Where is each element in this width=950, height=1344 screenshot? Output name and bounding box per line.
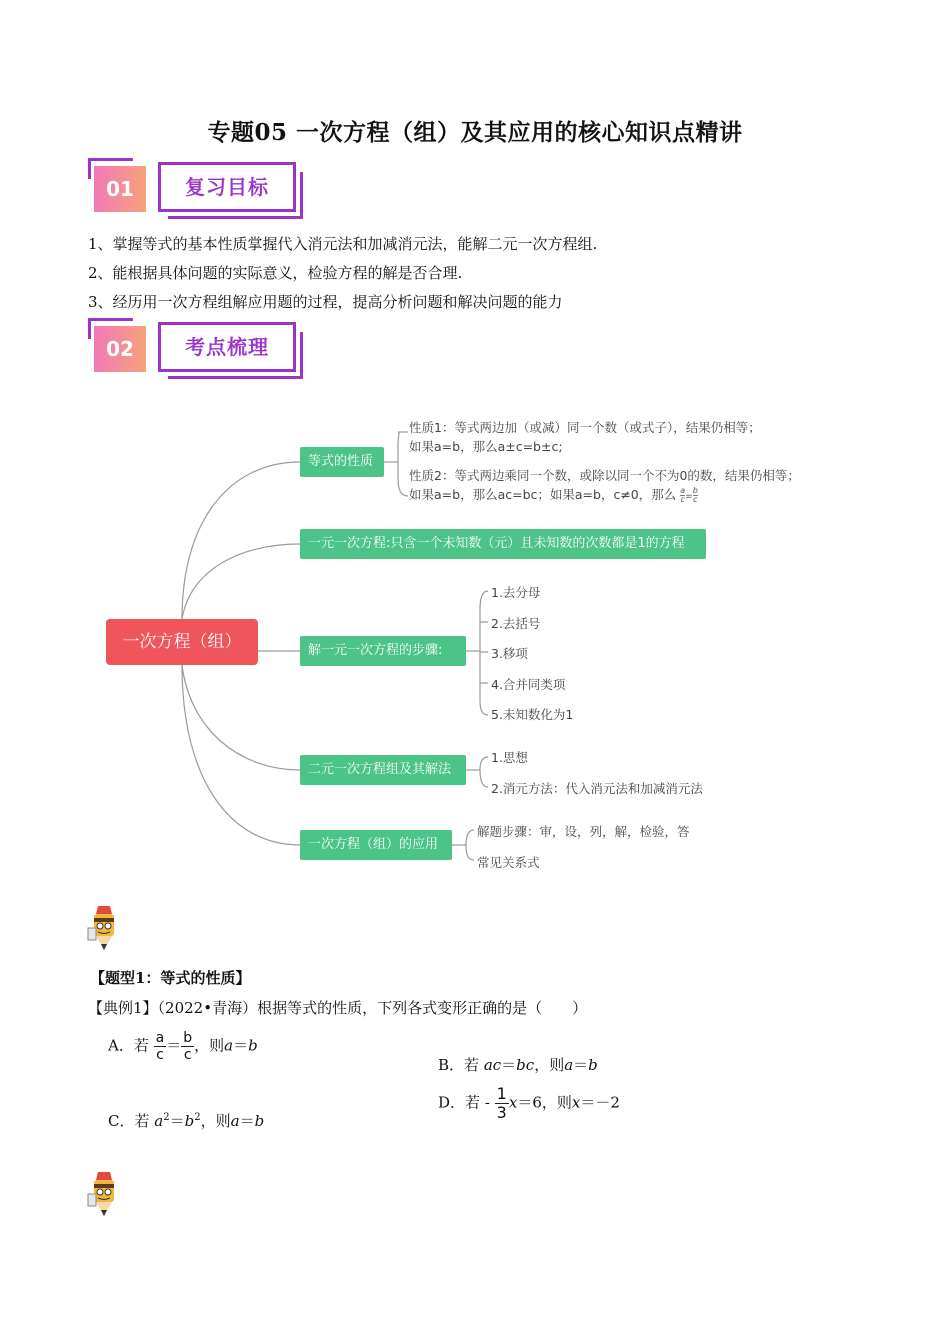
- option-c[interactable]: C．若 $a^2=b^2$，则a＝b: [108, 1112, 265, 1130]
- leaf-property-1-example: 如果a=b，那么a±c=b±c;: [409, 439, 563, 454]
- branch-solving-steps: 解一元一次方程的步骤:: [300, 636, 466, 666]
- question-type-heading: 【题型1：等式的性质】: [90, 969, 251, 987]
- leaf-property-2-example: 如果a=b，那么ac=bc；如果a=b，c≠0，那么 $\frac{a}{c}$ = $\frac{b}{c}$: [409, 486, 698, 504]
- leaf-step-4: 4.合并同类项: [491, 677, 566, 692]
- branch-equality-properties: 等式的性质: [300, 447, 384, 477]
- fraction-b-over-c: $\frac{b}{c}$: [183, 1030, 193, 1063]
- pencil-mascot-icon: [84, 904, 124, 952]
- goal-item-3: 3、经历用一次方程组解应用题的过程，提高分析问题和解决问题的能力: [88, 293, 563, 311]
- branch-applications: 一次方程（组）的应用: [300, 830, 452, 860]
- goal-item-2: 2、能根据具体问题的实际意义，检验方程的解是否合理.: [88, 264, 463, 282]
- page-title: 专题05 一次方程（组）及其应用的核心知识点精讲: [207, 119, 743, 146]
- leaf-common-relations: 常见关系式: [477, 855, 540, 870]
- option-b[interactable]: B．若 ac＝bc，则a＝b: [438, 1056, 598, 1074]
- example-question: 【典例1】（2022•青海）根据等式的性质，下列各式变形正确的是（ ）: [88, 999, 588, 1017]
- branch-linear-equation-definition: 一元一次方程:只含一个未知数（元）且未知数的次数都是1的方程: [300, 529, 706, 559]
- leaf-idea: 1.思想: [491, 750, 528, 765]
- leaf-step-3: 3.移项: [491, 646, 528, 661]
- fraction-a-over-c: $\frac{a}{c}$: [155, 1030, 165, 1063]
- section-label: 考点梳理: [158, 322, 296, 372]
- leaf-step-5: 5.未知数化为1: [491, 707, 574, 722]
- leaf-step-2: 2.去括号: [491, 616, 541, 631]
- section-number: 02: [94, 326, 146, 372]
- option-a[interactable]: A．若 $\frac{a}{c}$ ＝ $\frac{b}{c}$ ，则a＝b: [108, 1030, 258, 1063]
- section-label: 复习目标: [158, 162, 296, 212]
- leaf-elimination-methods: 2.消元方法：代入消元法和加减消元法: [491, 781, 703, 796]
- leaf-text: 如果a=b，那么ac=bc；如果a=b，c≠0，那么: [409, 487, 677, 502]
- leaf-property-1: 性质1：等式两边加（或减）同一个数（或式子），结果仍相等；: [409, 420, 761, 435]
- fraction-a-over-c: $\frac{a}{c}$: [680, 486, 686, 504]
- fraction-one-third: $\frac{1}{3}$: [496, 1084, 507, 1122]
- leaf-step-1: 1.去分母: [491, 585, 541, 600]
- section-number: 01: [94, 166, 146, 212]
- option-d[interactable]: D．若 - $\frac{1}{3}$ x＝6，则x＝－2: [438, 1084, 620, 1122]
- leaf-solving-process: 解题步骤：审，设，列，解，检验，答: [477, 824, 690, 839]
- branch-binary-system: 二元一次方程组及其解法: [300, 755, 466, 785]
- mindmap-root: 一次方程（组）: [106, 619, 258, 665]
- fraction-b-over-c: $\frac{b}{c}$: [692, 486, 698, 504]
- pencil-mascot-icon: [84, 1170, 124, 1218]
- goal-item-1: 1、掌握等式的基本性质掌握代入消元法和加减消元法，能解二元一次方程组.: [88, 235, 598, 253]
- leaf-property-2: 性质2：等式两边乘同一个数，或除以同一个不为0的数，结果仍相等；: [409, 468, 800, 483]
